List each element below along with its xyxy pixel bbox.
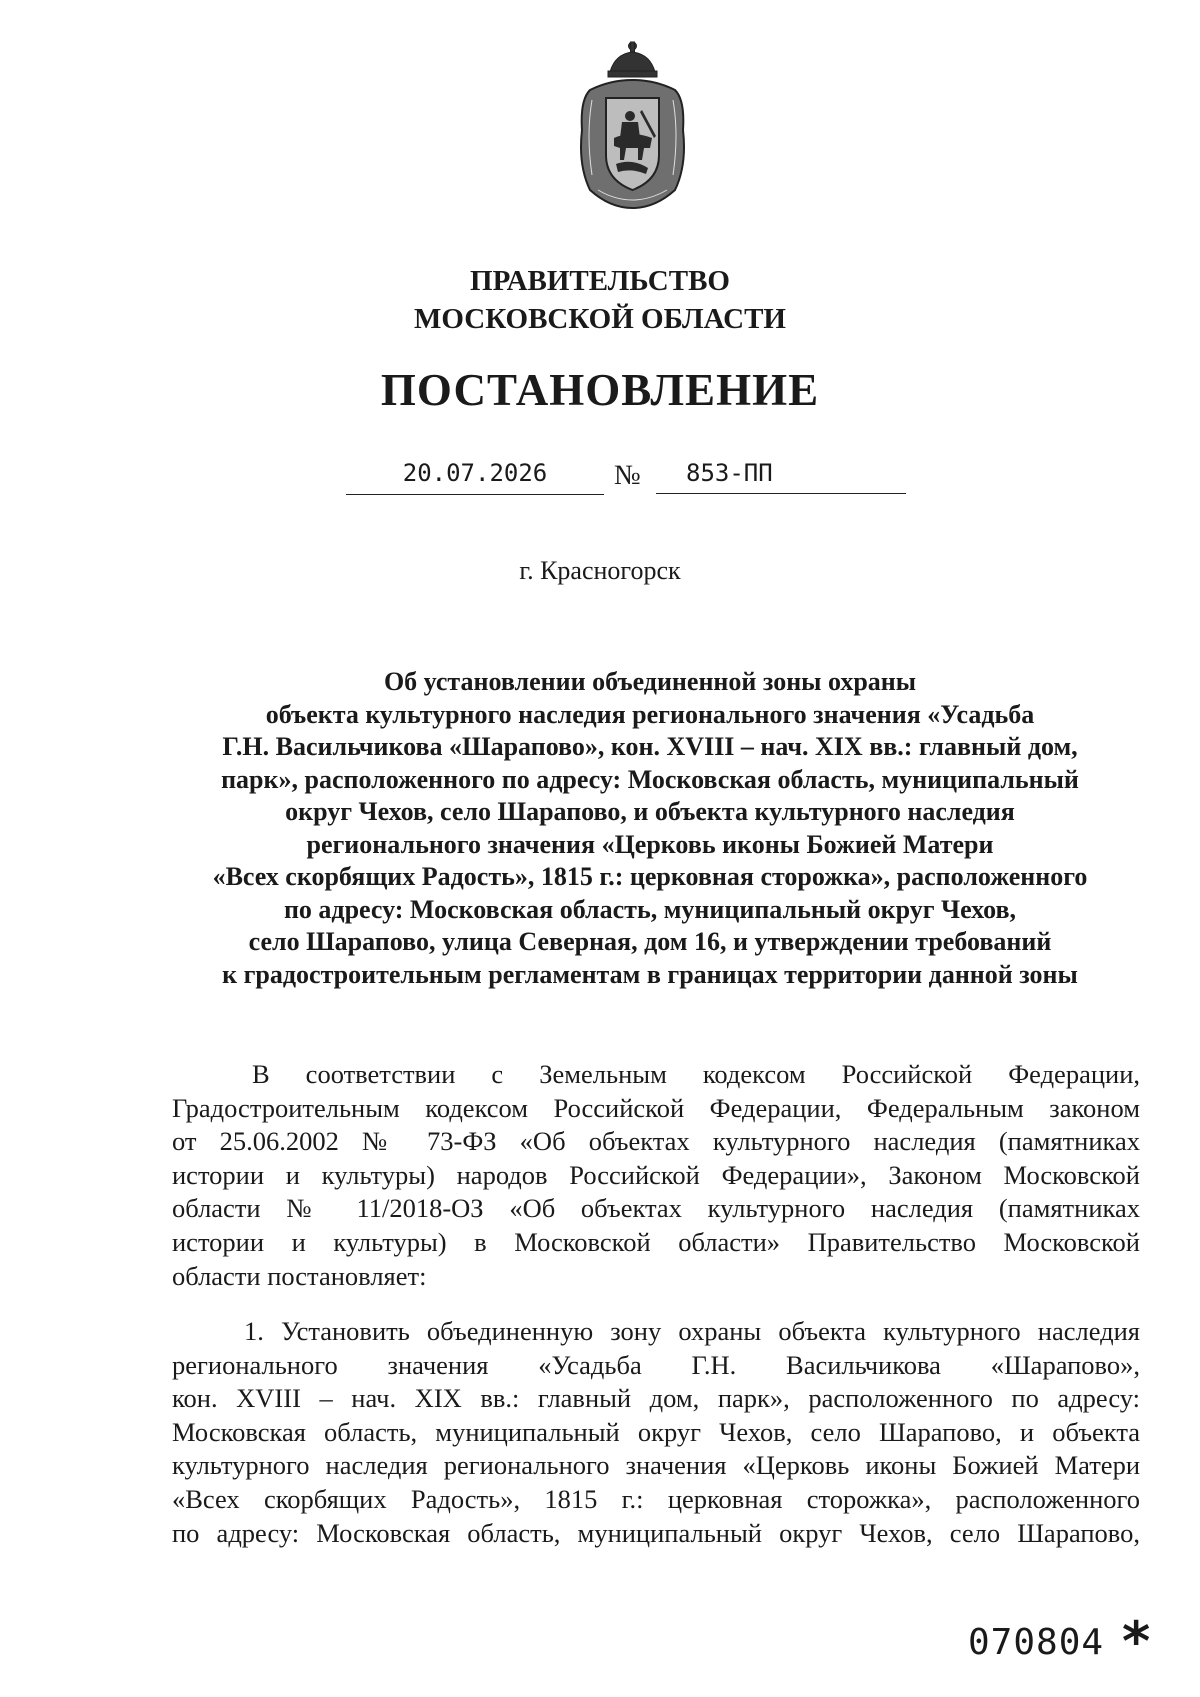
paragraph-line: от 25.06.2002 № 73-ФЗ «Об объектах культурного наследия (памятниках [172,1126,1140,1157]
paragraph-line: области № 11/2018-ОЗ «Об объектах культурного наследия (памятниках [172,1193,1140,1224]
paragraph-line: культурного наследия регионального значения «Церковь иконы Божией Матери [172,1450,1140,1481]
document-type: ПОСТАНОВЛЕНИЕ [380,365,820,415]
footer-asterisk: * [1122,1610,1151,1673]
title-line: округ Чехов, село Шарапово, и объекта культурного наследия [285,797,1015,826]
title-line: объекта культурного наследия регионального значения «Усадьба [265,699,1035,729]
title-line: регионального значения «Церковь иконы Божией Матери [306,829,994,859]
document-number: 853-ПП [656,458,906,494]
preamble-paragraph [172,1058,1140,1293]
document-city: г. Красногорск [519,556,681,585]
paragraph-line: 1. Установить объединенную зону охраны объекта культурного наследия [244,1316,1140,1346]
paragraph-line: В соответствии с Земельным кодексом Российской Федерации, [252,1059,1140,1089]
title-line: Г.Н. Васильчикова «Шарапово», кон. XVIII – нач. XIX вв.: главный дом, [222,732,1078,761]
document-title [160,666,1140,991]
number-sign: № [614,460,641,491]
government-name-line-2: МОСКОВСКОЙ ОБЛАСТИ [413,303,786,335]
clause-1-paragraph [172,1315,1140,1550]
paragraph-line: по адресу: Московская область, муниципальный округ Чехов, село Шарапово, [172,1517,1140,1548]
paragraph-line: истории и культуры) в Московской области» Правительство Московской [172,1226,1140,1257]
paragraph-line: Градостроительным кодексом Российской Федерации, Федеральным законом [172,1092,1140,1123]
document-date: 20.07.2026 [346,458,604,495]
paragraph-line: «Всех скорбящих Радость», 1815 г.: церковная сторожка», расположенного [172,1483,1140,1514]
title-line: село Шарапово, улица Северная, дом 16, и утверждении требований [248,927,1052,956]
title-line: парк», расположенного по адресу: Московская область, муниципальный [221,764,1079,794]
paragraph-line: регионального значения «Усадьба Г.Н. Васильчикова «Шарапово», [172,1349,1140,1380]
registration-row [346,458,906,498]
moscow-oblast-coat-of-arms-icon [570,40,695,210]
title-line: к градостроительным регламентам в границах территории данной зоны [222,959,1078,989]
title-line: Об установлении объединенной зоны охраны [383,667,917,696]
form-serial-number: 070804 [968,1622,1105,1663]
paragraph-line: кон. XVIII – нач. XIX вв.: главный дом, парк», расположенного по адресу: [172,1383,1140,1414]
government-name-line-1: ПРАВИТЕЛЬСТВО [470,265,730,297]
paragraph-line: области постановляет: [172,1260,427,1291]
paragraph-line: истории и культуры) народов Российской Федерации», Законом Московской [172,1159,1140,1190]
paragraph-line: Московская область, муниципальный округ Чехов, село Шарапово, и объекта [172,1416,1140,1447]
title-line: «Всех скорбящих Радость», 1815 г.: церковная сторожка», расположенного [212,862,1088,891]
title-line: по адресу: Московская область, муниципальный округ Чехов, [283,894,1017,924]
